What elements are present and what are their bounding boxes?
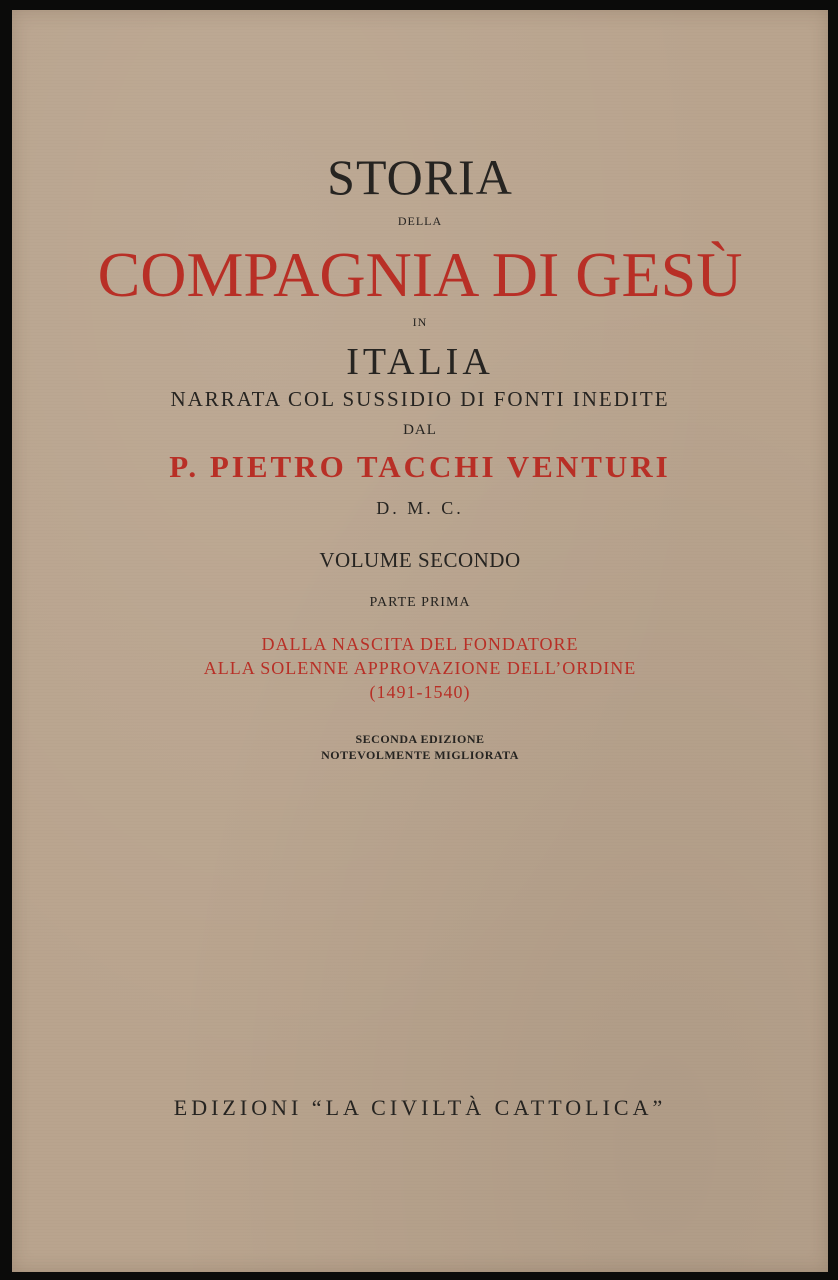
- connector-in: IN: [412, 315, 428, 329]
- connector-della: DELLA: [397, 214, 443, 228]
- section-title-line2: ALLA SOLENNE APPROVAZIONE DELL’ORDINE: [203, 658, 637, 678]
- author-name: P. PIETRO TACCHI VENTURI: [169, 449, 671, 484]
- section-title-line1: DALLA NASCITA DEL FONDATORE: [261, 634, 579, 654]
- title-storia: STORIA: [327, 149, 513, 205]
- edition-line1: SECONDA EDIZIONE: [355, 732, 485, 746]
- publisher: EDIZIONI “LA CIVILTÀ CATTOLICA”: [173, 1095, 667, 1120]
- volume-label: VOLUME SECONDO: [319, 548, 521, 572]
- title-compagnia-di-gesu: COMPAGNIA DI GESÙ: [97, 239, 743, 310]
- connector-dal: DAL: [403, 422, 437, 438]
- title-page: [12, 10, 828, 1272]
- section-years: (1491-1540): [369, 682, 471, 702]
- part-label: PARTE PRIMA: [369, 595, 471, 610]
- subtitle: NARRATA COL SUSSIDIO DI FONTI INEDITE: [170, 387, 670, 411]
- edition-line2: NOTEVOLMENTE MIGLIORATA: [321, 748, 519, 762]
- author-suffix: D. M. C.: [376, 498, 464, 518]
- title-italia: ITALIA: [346, 341, 494, 383]
